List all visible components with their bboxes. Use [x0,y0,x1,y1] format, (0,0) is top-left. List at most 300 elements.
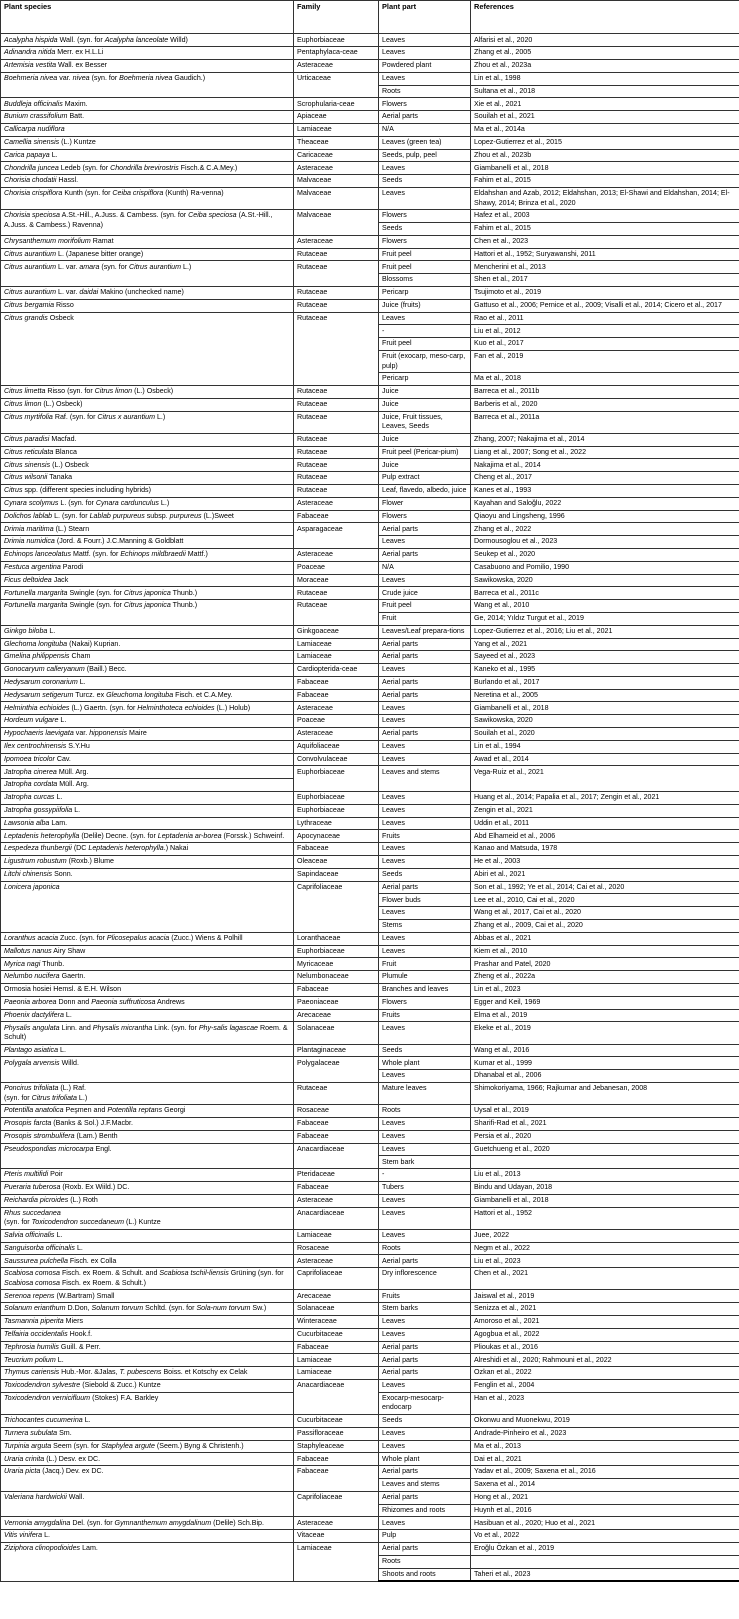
table-row [1,1130,739,1143]
cell-plant-species: Ficus deltoidea Jack [1,574,294,587]
cell-plant-species: Citrus spp. (different species including hybrids) [1,484,294,497]
cell-plant-species: Turpinia arguta Seem (syn. for Staphylea argute (Seem.) Byng & Christenh.) [1,1440,294,1453]
cell-plant-part: Aerial parts [379,1491,471,1504]
cell-references: Shimokoriyama, 1966; Rajkumar and Jebanesan, 2008 [471,1083,739,1105]
cell-plant-part: Leaves [379,1440,471,1453]
cell-plant-part: Aerial parts [379,1466,471,1479]
cell-plant-part: Crude juice [379,587,471,600]
cell-plant-species: Citrus bergamia Risso [1,299,294,312]
cell-family: Rutaceae [294,299,379,312]
cell-plant-species: Ginkgo biloba L. [1,625,294,638]
cell-plant-part: Fruits [379,1009,471,1022]
cell-references: Prashar and Patel, 2020 [471,958,739,971]
cell-references: Wang et al., 2016 [471,1044,739,1057]
cell-plant-part: Flowers [379,235,471,248]
cell-plant-species: Jatropha cinerea Müll. Arg. [1,766,294,779]
cell-plant-part: Leaves [379,1207,471,1229]
cell-plant-species: Mallotus nanus Airy Shaw [1,945,294,958]
cell-plant-species: Ormosia hosiei Hemsl. & E.H. Wilson [1,984,294,997]
table-row [1,385,739,398]
table-row [1,1466,739,1479]
cell-plant-species: Teucrium polium L. [1,1354,294,1367]
cell-plant-part: Leaves [379,1070,471,1083]
cell-references: Burlando et al., 2017 [471,676,739,689]
cell-plant-species: Citrus grandis Osbeck [1,312,294,385]
cell-plant-species: Physalis angulata Linn. and Physalis micrantha Link. (syn. for Phy-salis lagascae Roem. & Schult) [1,1022,294,1044]
cell-plant-part: Leaves [379,187,471,209]
table-row [1,111,739,124]
cell-plant-part: Pulp [379,1530,471,1543]
cell-family: Rutaceae [294,600,379,626]
column-header-references: References [471,1,739,34]
cell-family: Malvaceae [294,210,379,236]
cell-plant-part: Rhizomes and roots [379,1504,471,1517]
cell-plant-species: Reichardia picroides (L.) Roth [1,1194,294,1207]
table-row [1,136,739,149]
table-row [1,1143,739,1156]
cell-references: Juee, 2022 [471,1229,739,1242]
table-row [1,162,739,175]
cell-plant-species: Pteris multifidi Poir [1,1169,294,1182]
cell-references: Zhang et al., 2022 [471,523,739,536]
cell-plant-part: Aerial parts [379,728,471,741]
cell-family: Solanaceae [294,1303,379,1316]
cell-plant-part: Fruit peel (Pericar-pium) [379,446,471,459]
cell-plant-part: Branches and leaves [379,984,471,997]
cell-plant-species: Drimia maritima (L.) Stearn [1,523,294,536]
table-row [1,561,739,574]
cell-family: Rutaceae [294,1083,379,1105]
cell-plant-part: Flowers [379,510,471,523]
cell-plant-part: Leaves [379,715,471,728]
cell-family: Lythraceae [294,817,379,830]
cell-plant-species: Hypochaeris laevigata var. hipponensis Maire [1,728,294,741]
table-row [1,689,739,702]
cell-plant-species: Trichocantes cucumerina L. [1,1415,294,1428]
cell-family: Oleaceae [294,856,379,869]
table-row [1,123,739,136]
cell-references: Barreca et al., 2011a [471,411,739,433]
cell-references: Hattori et al., 1952; Suryawanshi, 2011 [471,248,739,261]
table-row [1,868,739,881]
cell-references: Eroğlu Özkan et al., 2019 [471,1543,739,1556]
cell-plant-part: Leaves [379,753,471,766]
cell-references: Kanes et al., 1993 [471,484,739,497]
table-row [1,625,739,638]
cell-references: Andrade-Pinheiro et al., 2023 [471,1427,739,1440]
table-row [1,398,739,411]
cell-family: Euphorbiaceae [294,766,379,792]
cell-plant-species: Camellia sinensis (L.) Kuntze [1,136,294,149]
cell-plant-species: Pseudospondias microcarpa Engl. [1,1143,294,1169]
table-row [1,235,739,248]
cell-plant-species: Glechoma longituba (Nakai) Kuprian. [1,638,294,651]
cell-plant-part: Plumule [379,971,471,984]
cell-references: Son et al., 1992; Ye et al., 2014; Cai et al., 2020 [471,881,739,894]
cell-plant-species: Solanum erianthum D.Don, Solanum torvum Schltd. (syn. for Sola-num torvum Sw.) [1,1303,294,1316]
cell-family: Rutaceae [294,472,379,485]
cell-references: Kaneko et al., 1995 [471,664,739,677]
cell-plant-part: Leaves [379,34,471,47]
cell-family: Fabaceae [294,689,379,702]
cell-family: Asteraceae [294,497,379,510]
cell-references: Barreca et al., 2011c [471,587,739,600]
cell-family: Asparagaceae [294,523,379,549]
table-row [1,1255,739,1268]
cell-plant-part: Aerial parts [379,111,471,124]
cell-references: Uysal et al., 2019 [471,1105,739,1118]
table-row [1,1453,739,1466]
cell-plant-species: Myrica nagi Thunb. [1,958,294,971]
column-header-plant-species: Plant species [1,1,294,34]
cell-family: Asteraceae [294,1517,379,1530]
cell-plant-species: Prosopis farcta (Banks & Sol.) J.F.Macbr. [1,1118,294,1131]
cell-plant-part: Aerial parts [379,651,471,664]
table-row [1,996,739,1009]
cell-family: Lamiaceae [294,1543,379,1582]
cell-plant-part: Flowers [379,996,471,1009]
cell-references: Liang et al., 2007; Song et al., 2022 [471,446,739,459]
cell-plant-species: Potentilla anatolica Peşmen and Potentilla reptans Georgi [1,1105,294,1118]
cell-family: Rutaceae [294,385,379,398]
cell-plant-part: Leaf, flavedo, albedo, juice [379,484,471,497]
cell-plant-part: Dry inflorescence [379,1268,471,1290]
cell-family: Polygalaceae [294,1057,379,1083]
cell-plant-species: Serenoa repens (W.Bartram) Small [1,1290,294,1303]
cell-references: Eldahshan and Azab, 2012; Eldahshan, 2013; El-Shawi and Eldahshan, 2014; El-Shawy, 2014; Brinza et al., 2020 [471,187,739,209]
cell-plant-part: Leaves [379,945,471,958]
cell-family: Asteraceae [294,548,379,561]
cell-plant-part: Leaves/Leaf prepara-tions [379,625,471,638]
cell-plant-species: Chorisia crispiflora Kunth (syn. for Ceiba crispiflora (Kunth) Ra-venna) [1,187,294,209]
table-row [1,1083,739,1105]
cell-references: Alreshidi et al., 2020; Rahmouni et al., 2022 [471,1354,739,1367]
cell-plant-species: Fortunella margarita Swingle (syn. for Citrus japonica Thunb.) [1,600,294,626]
cell-references: Elma et al., 2019 [471,1009,739,1022]
cell-references: Fahim et al., 2015 [471,222,739,235]
cell-family: Fabaceae [294,1466,379,1492]
table-row [1,446,739,459]
cell-plant-part: Fruit peel [379,248,471,261]
cell-family: Poaceae [294,561,379,574]
cell-family: Cardiopterida-ceae [294,664,379,677]
cell-plant-species: Citrus myrtifolia Raf. (syn. for Citrus x aurantium L.) [1,411,294,433]
cell-plant-part: - [379,1169,471,1182]
table-row [1,753,739,766]
table-row [1,210,739,223]
table-row [1,47,739,60]
cell-family: Lamiaceae [294,1367,379,1380]
cell-references: Sharifi-Rad et al., 2021 [471,1118,739,1131]
cell-plant-part: Leaves [379,1427,471,1440]
cell-plant-species: Jatropha cordata Müll. Arg. [1,779,294,792]
cell-references: Lopez-Gutierrez et al., 2015 [471,136,739,149]
cell-plant-species: Citrus sinensis (L.) Osbeck [1,459,294,472]
cell-plant-part: Flower buds [379,894,471,907]
cell-references: Zheng et al., 2022a [471,971,739,984]
table-row [1,1290,739,1303]
cell-references: Kanao and Matsuda, 1978 [471,843,739,856]
cell-plant-part: Mature leaves [379,1083,471,1105]
cell-references: Jaiswal et al., 2019 [471,1290,739,1303]
cell-family: Sapindaceae [294,868,379,881]
cell-family: Fabaceae [294,984,379,997]
cell-family: Asteraceae [294,1255,379,1268]
cell-plant-part: Fruit peel [379,261,471,274]
cell-references: Dormousoglou et al., 2023 [471,536,739,549]
cell-plant-species: Lawsonia alba Lam. [1,817,294,830]
cell-plant-part: Whole plant [379,1057,471,1070]
cell-references: Fahim et al., 2015 [471,175,739,188]
table-row [1,459,739,472]
cell-plant-part: Aerial parts [379,689,471,702]
cell-plant-species: Citrus limetta Risso (syn. for Citrus limon (L.) Osbeck) [1,385,294,398]
cell-references: Abd Elhameid et al., 2006 [471,830,739,843]
cell-references: Liu et al., 2023 [471,1255,739,1268]
table-row [1,1242,739,1255]
cell-references: Zhang et al., 2005 [471,47,739,60]
cell-plant-part: Fruits [379,830,471,843]
cell-family: Pentaphylaca-ceae [294,47,379,60]
cell-references: Yadav et al., 2009; Saxena et al., 2016 [471,1466,739,1479]
cell-plant-part: Leaves [379,792,471,805]
cell-plant-part: Leaves [379,664,471,677]
cell-plant-part: Leaves [379,536,471,549]
cell-family: Loranthaceae [294,932,379,945]
table-row [1,248,739,261]
cell-references: Okonwu and Muonekwu, 2019 [471,1415,739,1428]
cell-family: Anacardiaceae [294,1380,379,1415]
table-row [1,34,739,47]
cell-references: Giambanelli et al., 2018 [471,1194,739,1207]
cell-family: Moraceae [294,574,379,587]
cell-family: Asteraceae [294,59,379,72]
cell-plant-part: Tubers [379,1182,471,1195]
table-row [1,574,739,587]
cell-family: Caprifoliaceae [294,881,379,932]
table-row [1,945,739,958]
cell-plant-species: Uraria picta (Jacq.) Dev. ex DC. [1,1466,294,1492]
cell-plant-species: Uraria crinita (L.) Desv. ex DC. [1,1453,294,1466]
cell-family: Caricaceae [294,149,379,162]
cell-family: Fabaceae [294,1118,379,1131]
cell-plant-part: Juice, Fruit tissues, Leaves, Seeds [379,411,471,433]
cell-plant-species: Leptadenis heterophylla (Delile) Decne. (syn. for Leptadenia ar-borea (Forssk.) Schweinf. [1,830,294,843]
cell-plant-species: Salvia officinalis L. [1,1229,294,1242]
table-row [1,958,739,971]
cell-plant-species: Plantago asiatica L. [1,1044,294,1057]
cell-references: Hattori et al., 1952 [471,1207,739,1229]
cell-family: Asteraceae [294,235,379,248]
cell-references: Chen et al., 2023 [471,235,739,248]
cell-family: Lamiaceae [294,638,379,651]
cell-family: Anacardiaceae [294,1207,379,1229]
cell-plant-part: Aerial parts [379,1341,471,1354]
column-header-plant-part: Plant part [379,1,471,34]
cell-family: Rutaceae [294,261,379,287]
cell-plant-part: Leaves [379,1229,471,1242]
cell-plant-part: Seeds [379,222,471,235]
table-row [1,638,739,651]
table-row [1,932,739,945]
cell-plant-species: Acalypha hispida Wall. (syn. for Acalypha lanceolate Willd) [1,34,294,47]
table-row [1,1354,739,1367]
cell-plant-part: Leaves [379,1380,471,1393]
cell-plant-species: Hedysarum coronarium L. [1,676,294,689]
cell-references: Souilah et al., 2020 [471,728,739,741]
table-row [1,299,739,312]
cell-plant-part: Stems [379,920,471,933]
cell-plant-part: Aerial parts [379,1354,471,1367]
cell-references: Ma et al., 2013 [471,1440,739,1453]
table-row [1,1328,739,1341]
cell-plant-part: N/A [379,561,471,574]
cell-plant-species: Lonicera japonica [1,881,294,932]
cell-plant-part: Fruit peel [379,338,471,351]
cell-plant-species: Artemisia vestita Wall. ex Besser [1,59,294,72]
cell-plant-species: Rhus succedanea (syn. for Toxicodendron succedaneum (L.) Kuntze [1,1207,294,1229]
cell-family: Malvaceae [294,187,379,209]
table-row [1,523,739,536]
cell-plant-part: Seeds [379,868,471,881]
cell-references: Ge, 2014; Yıldız Turgut et al., 2019 [471,612,739,625]
cell-family: Myricaceae [294,958,379,971]
table-row [1,149,739,162]
cell-plant-species: Thymus cariensis Hub.-Mor. &Jalas, T. pubescens Boiss. et Kotschy ex Celak [1,1367,294,1380]
cell-references: Seukep et al., 2020 [471,548,739,561]
cell-references: Taheri et al., 2023 [471,1568,739,1581]
cell-family: Rutaceae [294,312,379,385]
cell-plant-part: Leaves [379,856,471,869]
cell-plant-species: Citrus aurantium L. var. daidai Makino (unchecked name) [1,286,294,299]
table-row [1,1316,739,1329]
cell-plant-species: Ipomoea tricolor Cav. [1,753,294,766]
cell-references: Casabuono and Pomilio, 1990 [471,561,739,574]
cell-plant-part: Seeds [379,175,471,188]
cell-plant-part: Aerial parts [379,676,471,689]
table-row [1,510,739,523]
cell-plant-species: Valeriana hardwickii Wall. [1,1491,294,1517]
cell-family: Caprifoliaceae [294,1268,379,1290]
cell-plant-part: Aerial parts [379,1367,471,1380]
cell-plant-part: Leaves [379,907,471,920]
cell-references: Fan et al., 2019 [471,350,739,372]
cell-references: Zhou et al., 2023b [471,149,739,162]
cell-plant-part: Seeds [379,1044,471,1057]
cell-plant-part: N/A [379,123,471,136]
cell-references: Yang et al., 2021 [471,638,739,651]
cell-family: Poaceae [294,715,379,728]
table-body [1,34,739,1582]
cell-plant-part: Leaves [379,1022,471,1044]
cell-plant-part: - [379,325,471,338]
cell-plant-part: Aerial parts [379,548,471,561]
cell-family: Euphorbiaceae [294,792,379,805]
cell-references: Chen et al., 2021 [471,1268,739,1290]
cell-references: Liu et al., 2012 [471,325,739,338]
cell-plant-part: Aerial parts [379,638,471,651]
cell-plant-species: Callicarpa nudiflora [1,123,294,136]
cell-plant-species: Toxicodendron sylvestre (Siebold & Zucc.) Kuntze [1,1380,294,1393]
cell-references: Xie et al., 2021 [471,98,739,111]
cell-plant-species: Festuca argentina Parodi [1,561,294,574]
cell-plant-species: Jatropha gossypiifolia L. [1,804,294,817]
cell-plant-species: Tasmannia piperita Miers [1,1316,294,1329]
table-row [1,792,739,805]
table-row [1,881,739,894]
cell-plant-species: Chorisia speciosa A.St.-Hill., A.Juss. & Cambess. (syn. for Ceiba speciosa (A.St.-Hill., A.Juss. & Cambess.) Ravenna) [1,210,294,236]
cell-family: Fabaceae [294,843,379,856]
table-row [1,1415,739,1428]
cell-family: Euphorbiaceae [294,34,379,47]
cell-references: Egger and Keil, 1969 [471,996,739,1009]
cell-plant-species: Boehmeria nivea var. nivea (syn. for Boehmeria nivea Gaudich.) [1,72,294,98]
cell-family: Urticaceae [294,72,379,98]
table-row [1,984,739,997]
cell-plant-species: Helminthia echioides (L.) Gaertn. (syn. for Helminthoteca echioides (L.) Holub) [1,702,294,715]
cell-references: Kiem et al., 2010 [471,945,739,958]
cell-family: Convolvulaceae [294,753,379,766]
cell-references: Sawikowska, 2020 [471,574,739,587]
cell-family: Cucurbitaceae [294,1328,379,1341]
cell-plant-species: Gmelina philippensis Cham [1,651,294,664]
cell-plant-species: Scabiosa comosa Fisch. ex Roem. & Schult. and Scabiosa tschil-liensis Grüning (syn. for Scabiosa comosa Fisch. ex Roem. & Schult.) [1,1268,294,1290]
cell-references: Amoroso et al., 2021 [471,1316,739,1329]
cell-references: Shen et al., 2017 [471,274,739,287]
cell-family: Rutaceae [294,398,379,411]
cell-references: He et al., 2003 [471,856,739,869]
table-row [1,1530,739,1543]
cell-plant-part: Stem bark [379,1156,471,1169]
cell-plant-species: Citrus aurantium L. var. amara (syn. for Citrus aurantium L.) [1,261,294,287]
cell-references: Zhou et al., 2023a [471,59,739,72]
table-row [1,484,739,497]
cell-plant-part: Leaves [379,1130,471,1143]
cell-family: Lamiaceae [294,1229,379,1242]
cell-references: Rao et al., 2011 [471,312,739,325]
cell-plant-part: Seeds, pulp, peel [379,149,471,162]
cell-references: Awad et al., 2014 [471,753,739,766]
table-row [1,1229,739,1242]
cell-plant-species: Toxicodendron vernicifluum (Stokes) F.A. Barkley [1,1392,294,1414]
cell-family: Apocynaceae [294,830,379,843]
cell-family: Fabaceae [294,510,379,523]
cell-references: Zhang, 2007; Nakajima et al., 2014 [471,433,739,446]
table-row [1,1543,739,1556]
table-row [1,98,739,111]
cell-plant-species: Jatropha curcas L. [1,792,294,805]
cell-family: Rosaceae [294,1105,379,1118]
cell-plant-species: Fortunella margarita Swingle (syn. for Citrus japonica Thunb.) [1,587,294,600]
cell-family: Anacardiaceae [294,1143,379,1169]
cell-plant-part: Leaves [379,702,471,715]
cell-references: Alfarisi et al., 2020 [471,34,739,47]
cell-family: Nelumbonaceae [294,971,379,984]
cell-plant-part: Pericarp [379,286,471,299]
table-row [1,548,739,561]
cell-references [471,1555,739,1568]
cell-references: Saxena et al., 2014 [471,1479,739,1492]
cell-references: Ma et al., 2018 [471,373,739,386]
cell-plant-species: Citrus aurantium L. (Japanese bitter orange) [1,248,294,261]
cell-plant-part: Leaves [379,1194,471,1207]
cell-family: Asteraceae [294,1194,379,1207]
table-row [1,856,739,869]
cell-family: Pteridaceae [294,1169,379,1182]
cell-family: Passifloraceae [294,1427,379,1440]
table-row [1,651,739,664]
cell-plant-species: Citrus reticulata Blanca [1,446,294,459]
